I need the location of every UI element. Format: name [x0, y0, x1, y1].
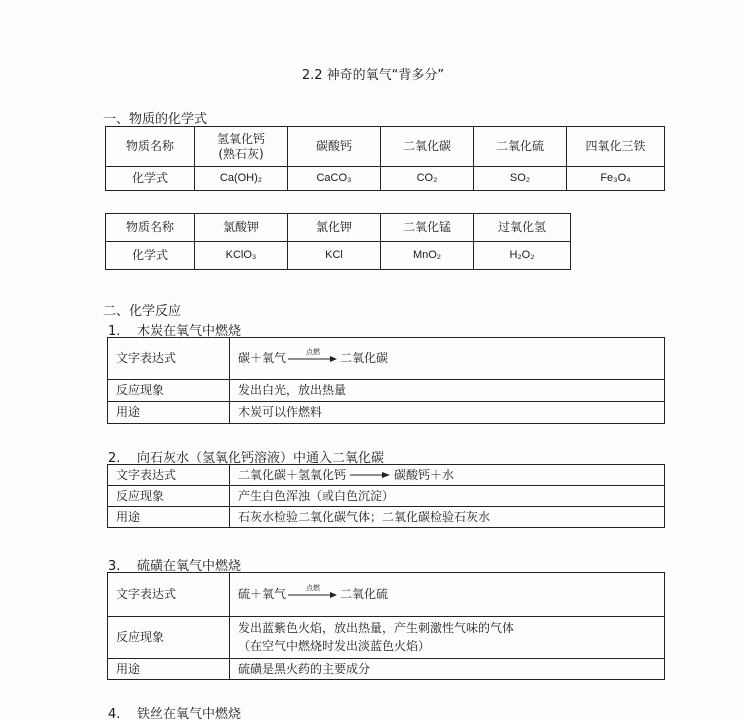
- substance-name: 过氧化氢: [474, 214, 571, 242]
- label-phenomenon: 反应现象: [108, 617, 230, 659]
- reaction-table-1: [107, 337, 665, 424]
- row-label-formula: 化学式: [106, 167, 195, 191]
- substance-name: 二氧化锰: [381, 214, 474, 242]
- label-phenomenon: 反应现象: [108, 486, 230, 507]
- chemical-formula: KCl: [288, 242, 381, 270]
- reaction-heading: 2. 向石灰水（氢氧化钙溶液）中通入二氧化碳: [108, 451, 384, 466]
- formula-table-2: [105, 213, 571, 270]
- row-label-name: 物质名称: [106, 127, 195, 167]
- chemical-formula: MnO₂: [381, 242, 474, 270]
- chemical-formula: H₂O₂: [474, 242, 571, 270]
- substance-name: 氯酸钾: [195, 214, 288, 242]
- label-expression: 文字表达式: [108, 338, 230, 380]
- word-equation: 二氧化碳＋氢氧化钙 碳酸钙＋水: [230, 465, 665, 486]
- reaction-arrow-icon: 点燃: [288, 355, 338, 363]
- chemical-formula: CO₂: [381, 167, 474, 191]
- substance-name: 二氧化碳: [381, 127, 474, 167]
- page-title: 2.2 神奇的氧气“背多分”: [301, 68, 445, 83]
- label-expression: 文字表达式: [108, 573, 230, 617]
- reaction-heading: 1. 木炭在氧气中燃烧: [108, 324, 241, 339]
- label-use: 用途: [108, 507, 230, 528]
- chemical-formula: CaCO₃: [288, 167, 381, 191]
- substance-name: 氢氧化钙 (熟石灰): [195, 127, 288, 167]
- reaction-heading: 4. 铁丝在氧气中燃烧: [108, 707, 241, 722]
- substance-name: 氯化钾: [288, 214, 381, 242]
- section2-heading: 二、化学反应: [103, 304, 182, 319]
- label-phenomenon: 反应现象: [108, 380, 230, 402]
- reaction-arrow-icon: 点燃: [288, 591, 338, 599]
- use-text: 石灰水检验二氧化碳气体；二氧化碳检验石灰水: [230, 507, 665, 528]
- reaction-arrow-icon: [348, 471, 392, 479]
- word-equation: 碳＋氧气 点燃 二氧化碳: [230, 338, 665, 380]
- chemical-formula: SO₂: [474, 167, 567, 191]
- section1-heading: 一、物质的化学式: [103, 112, 208, 127]
- phenomenon-text: 发出白光，放出热量: [230, 380, 665, 402]
- label-use: 用途: [108, 659, 230, 680]
- substance-name: 二氧化硫: [474, 127, 567, 167]
- reaction-table-2: [107, 464, 665, 528]
- formula-table-1: [105, 126, 665, 191]
- substance-name: 碳酸钙: [288, 127, 381, 167]
- chemical-formula: Fe₃O₄: [567, 167, 665, 191]
- substance-name: 四氧化三铁: [567, 127, 665, 167]
- label-expression: 文字表达式: [108, 465, 230, 486]
- chemical-formula: KClO₃: [195, 242, 288, 270]
- chemical-formula: Ca(OH)₂: [195, 167, 288, 191]
- row-label-formula: 化学式: [106, 242, 195, 270]
- reaction-heading: 3. 硫磺在氧气中燃烧: [108, 559, 241, 574]
- use-text: 硫磺是黑火药的主要成分: [230, 659, 665, 680]
- phenomenon-text: 发出蓝紫色火焰，放出热量，产生刺激性气味的气体 （在空气中燃烧时发出淡蓝色火焰）: [230, 617, 665, 659]
- phenomenon-text: 产生白色浑浊（或白色沉淀）: [230, 486, 665, 507]
- reaction-table-3: [107, 572, 665, 680]
- use-text: 木炭可以作燃料: [230, 402, 665, 424]
- row-label-name: 物质名称: [106, 214, 195, 242]
- word-equation: 硫＋氧气 点燃 二氧化硫: [230, 573, 665, 617]
- label-use: 用途: [108, 402, 230, 424]
